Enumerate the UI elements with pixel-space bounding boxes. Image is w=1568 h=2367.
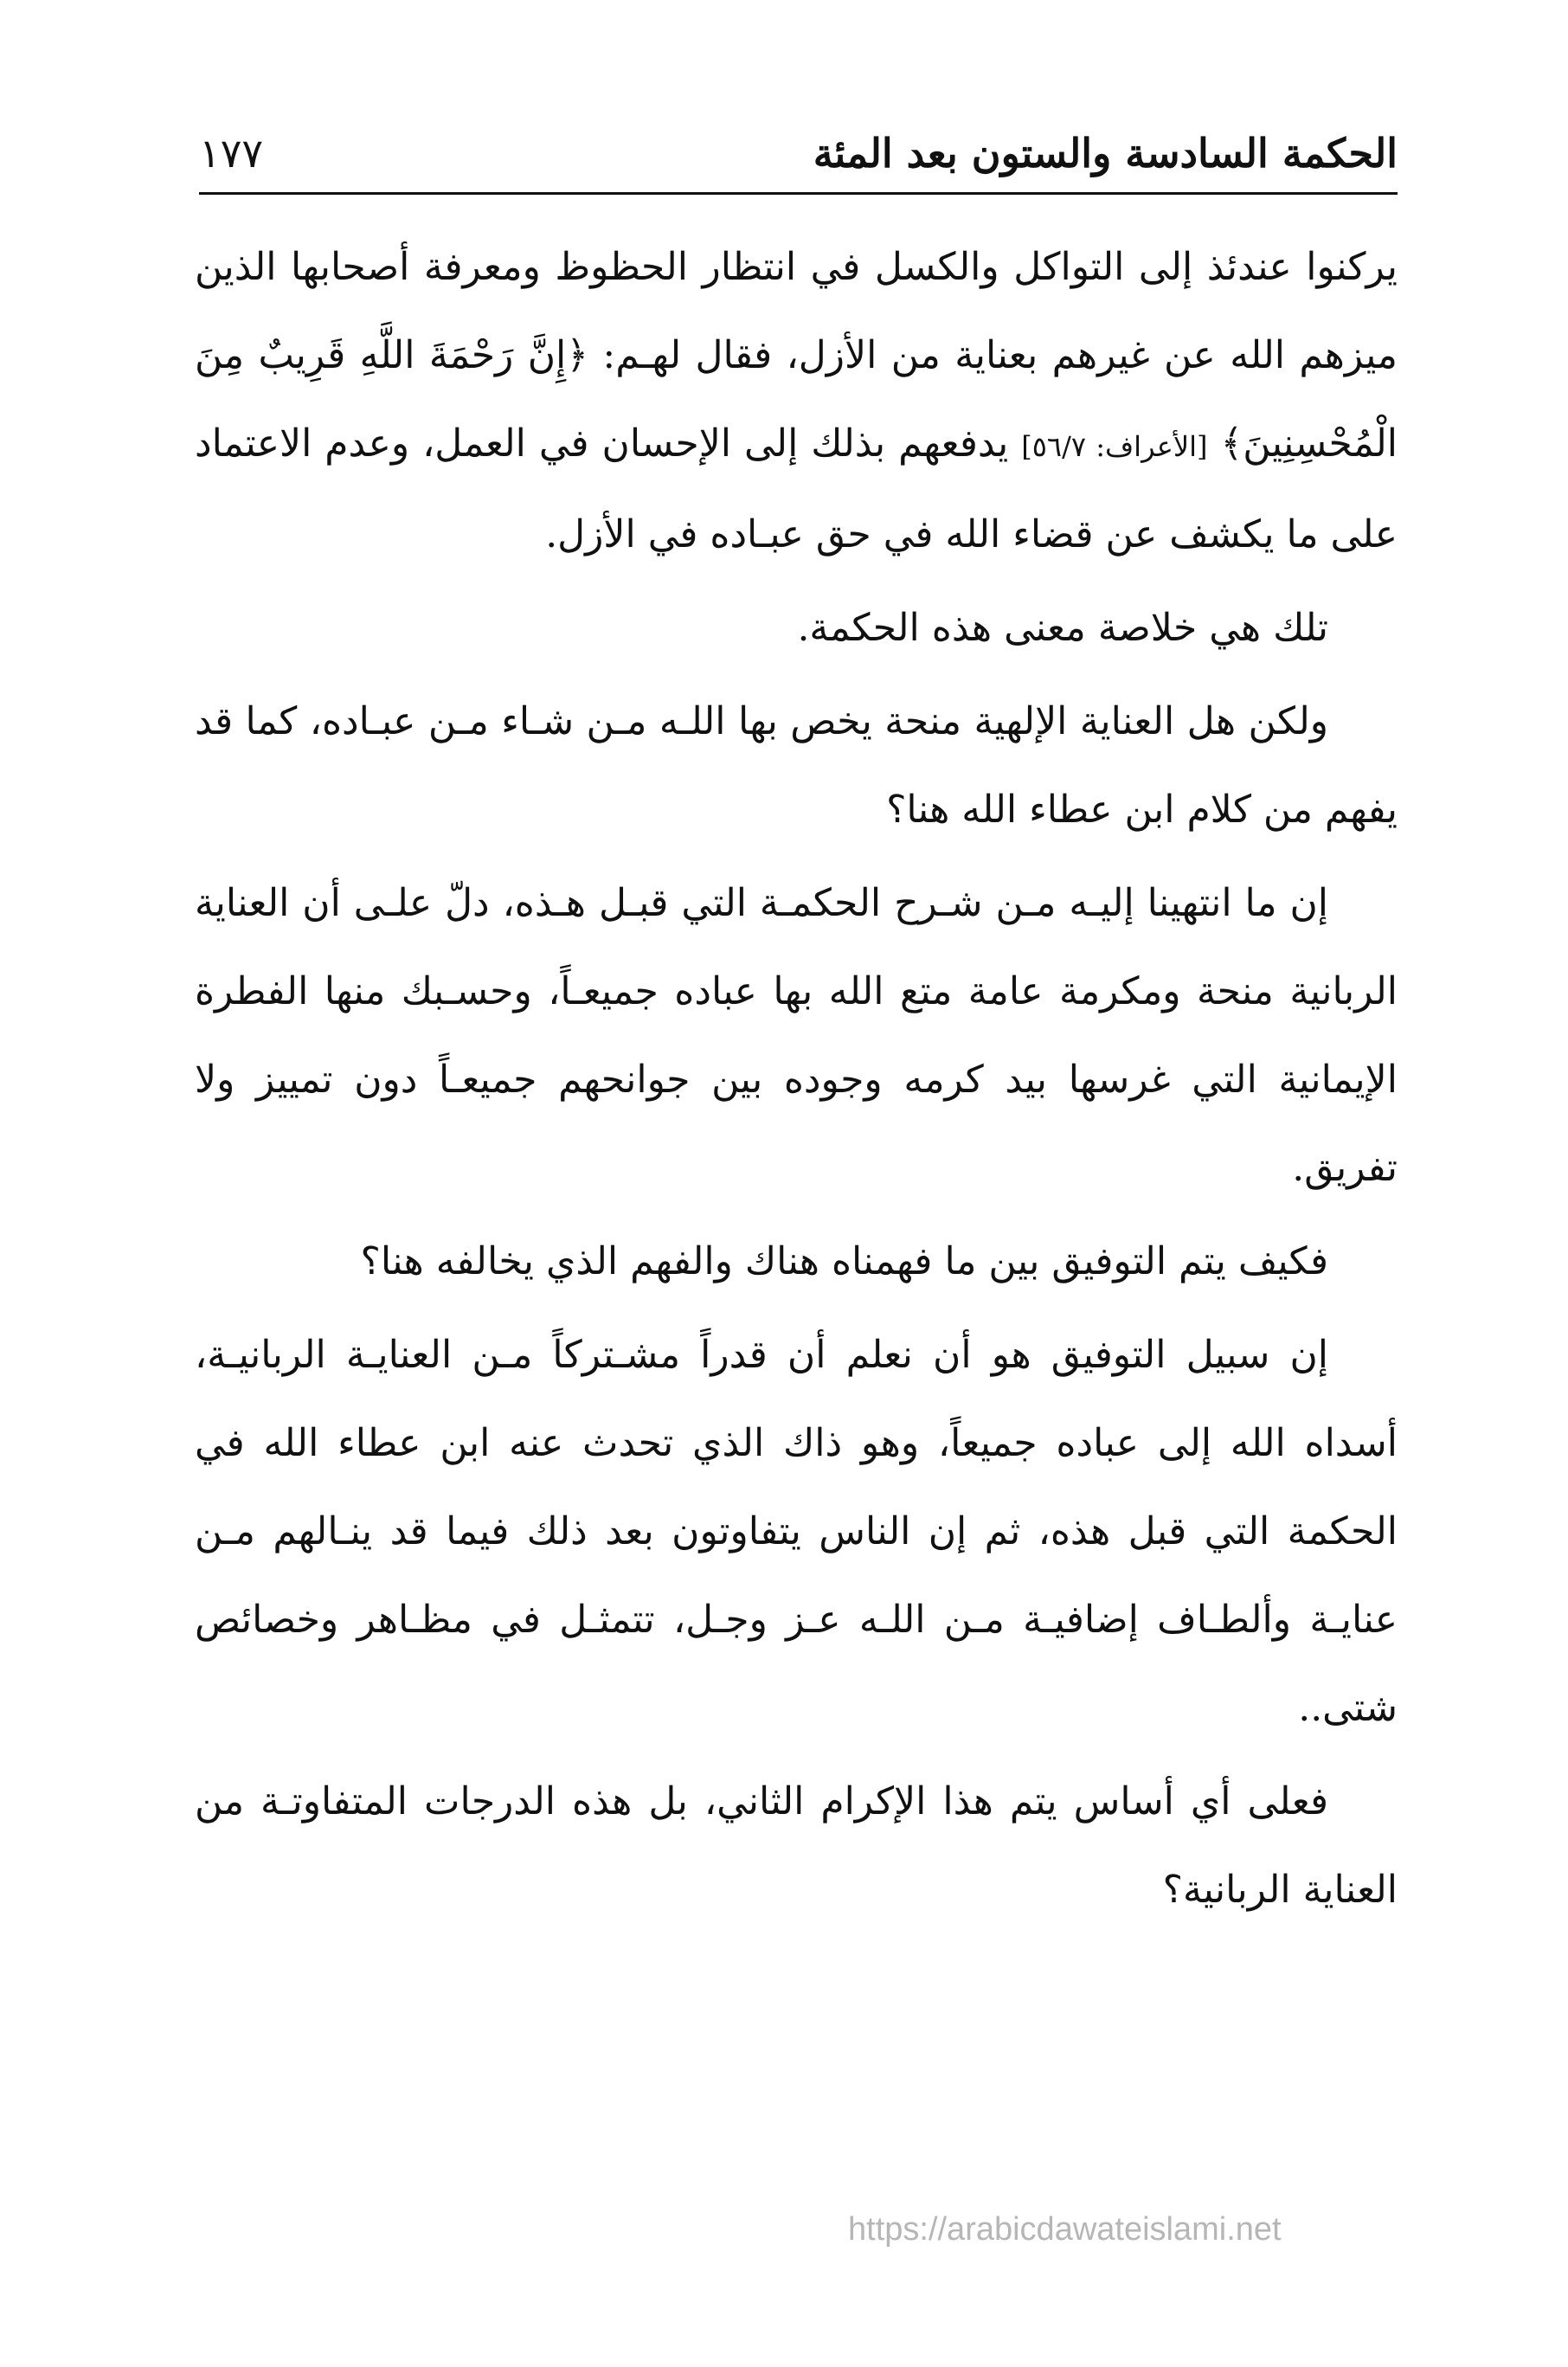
page-header bbox=[199, 121, 1398, 190]
watermark-url: https://arabicdawateislami.net bbox=[848, 2211, 1282, 2248]
paragraph: إن ما انتهينا إليـه مـن شـرح الحكمـة التي قبـل هـذه، دلّ علـى أن العناية الربانية منحة ومكرمة عامة متع الله بها عباده جميعـاً، وحسـبك منها الفطرة الإيمانية التي غرسها بيد كرمه وجوده بين جوانحهم جميعـاً دون تمييز ولا تفريق. bbox=[195, 881, 1398, 1190]
running-title: الحكمة السادسة والستون بعد المئة bbox=[813, 130, 1398, 177]
quran-verse: ﴿إِنَّ رَحْمَةَ اللَّهِ قَرِيبٌ مِنَ الْمُحْسِنِينَ﴾ bbox=[195, 333, 1398, 466]
paragraph: إن سبيل التوفيق هو أن نعلم أن قدراً مشـتركاً مـن العنايـة الربانيـة، أسداه الله إلى عباده جميعاً، وهو ذاك الذي تحدث عنه ابن عطاء الله في الحكمة التي قبل هذه، ثم إن الناس يتفاوتون بعد ذلك فيما قد ينـالهم مـن عنايـة وألطـاف إضافيـة مـن اللـه عـز وجـل، تتمثـل في مظـاهر وخصائص شتى.. bbox=[195, 1333, 1398, 1730]
paragraph: تلك هي خلاصة معنى هذه الحكمة. bbox=[797, 606, 1328, 650]
paragraph-text: يركنوا عندئذ إلى التواكل والكسل في انتظار الحظوظ ومعرفة أصحابها الذين ميزهم الله عن غيرهم بعناية من الأزل، فقال لهـم: bbox=[195, 245, 1398, 377]
verse-citation: [الأعراف: ٥٦/٧] bbox=[1021, 430, 1208, 463]
paragraph bbox=[195, 223, 1398, 579]
page-number: ١٧٧ bbox=[199, 130, 264, 177]
paragraph-text: يدفعهم بذلك إلى الإحسان في العمل، وعدم الاعتماد على ما يكشف عن قضاء الله في حق عبـاده في الأزل. bbox=[195, 421, 1398, 556]
body-text bbox=[195, 223, 1398, 1939]
paragraph: فكيف يتم التوفيق بين ما فهمناه هناك والفهم الذي يخالفه هنا؟ bbox=[360, 1239, 1328, 1283]
paragraph: فعلى أي أساس يتم هذا الإكرام الثاني، بل هذه الدرجات المتفاوتـة من العناية الربانية؟ bbox=[195, 1779, 1398, 1912]
header-rule bbox=[199, 192, 1398, 195]
paragraph: ولكن هل العناية الإلهية منحة يخص بها اللـه مـن شـاء مـن عبـاده، كما قد يفهم من كلام ابن عطاء الله هنا؟ bbox=[195, 699, 1398, 832]
